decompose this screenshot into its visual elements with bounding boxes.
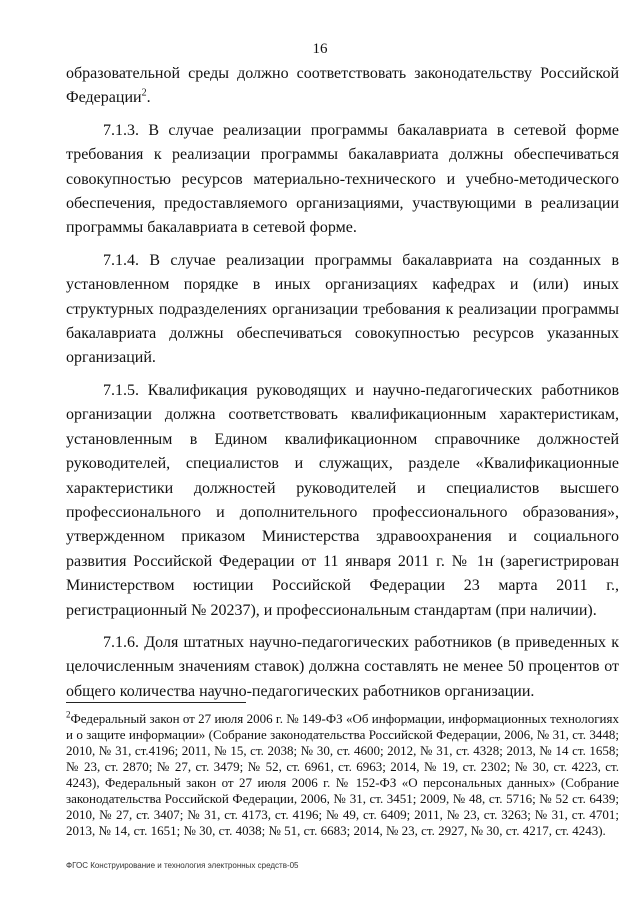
body-text [66,62,619,712]
paragraph-7-1-6: 7.1.6. Доля штатных научно-педагогических работников (в приведенных к целочисленным значениям ставок) должна составлять не менее 50 процентов от общего количества научно-педагогических работников организации. [66,633,619,700]
footnote-text: Федеральный закон от 27 июля 2006 г. № 149-ФЗ «Об информации, информационных технологиях и о защите информации» (Собрание законодательства Российской Федерации, 2006, № 31, ст. 3448; 2010, № 31, ст.4196; 2011, № 15, ст. 2038; № 30, ст. 4600; 2012, № 31, ст. 4328; 2013, № 14 ст. 1658; № 23, ст. 2870; № 27, ст. 3479; № 52, ст. 6961, ст. 6963; 2014, № 19, ст. 2302; № 30, ст. 4223, ст. 4243), Федеральный закон от 27 июля 2006 г. № 152-ФЗ «О персональных данных» (Собрание законодательства Российской Федерации, 2006, № 31, ст. 3451; 2009, № 48, ст. 5716; № 52 ст. 6439; 2010, № 27, ст. 3407; № 31, ст. 4173, ст. 4196; № 49, ст. 6409; 2011, № 23, ст. 3263; № 31, ст. 4701; 2013, № 14, ст. 1651; № 30, ст. 4038; № 51, ст. 6683; 2014, № 23, ст. 2927, № 30, ст. 4217, ст. 4243). [66,711,619,838]
paragraph-tail: . [146,89,151,107]
footnote [66,711,619,839]
paragraph-7-1-4: 7.1.4. В случае реализации программы бакалавриата на созданных в установленном порядке в иных организациях кафедрах и (или) иных структурных подразделениях организации требования к реализации программы бакалавриата должны обеспечиваться совокупностью ресурсов указанных организаций. [66,251,619,367]
page-number: 16 [312,41,328,57]
paragraph-text: образовательной среды должно соответствовать законодательству Российской Федерации [66,65,619,107]
page-footer: ФГОС Конструирование и технология электронных средств-05 [66,861,299,870]
paragraph-7-1-5: 7.1.5. Квалификация руководящих и научно-педагогических работников организации должна соответствовать квалификационным характеристикам, установленным в Едином квалификационном справочнике должностей руководителей, специалистов и служащих, разделе «Квалификационные характеристики должностей руководителей и специалистов высшего профессионального и дополнительного профессионального образования», утвержденном приказом Министерства здравоохранения и социального развития Российской Федерации от 11 января 2011 г. № 1н (зарегистрирован Министерством юстиции Российской Федерации 23 марта 2011 г., регистрационный № 20237), и профессиональным стандартам (при наличии). [66,381,619,619]
footnote-reference[interactable]: 2 [141,88,147,100]
paragraph-7-1-3: 7.1.3. В случае реализации программы бакалавриата в сетевой форме требования к реализации программы бакалавриата должны обеспечиваться совокупностью ресурсов материально-технического и учебно-методического обеспечения, предоставляемого организациями, участвующими в реализации программы бакалавриата в сетевой форме. [66,121,619,237]
footnote-mark: 2 [66,709,71,720]
paragraph-continuation [66,62,619,111]
footnote-divider [66,702,246,703]
